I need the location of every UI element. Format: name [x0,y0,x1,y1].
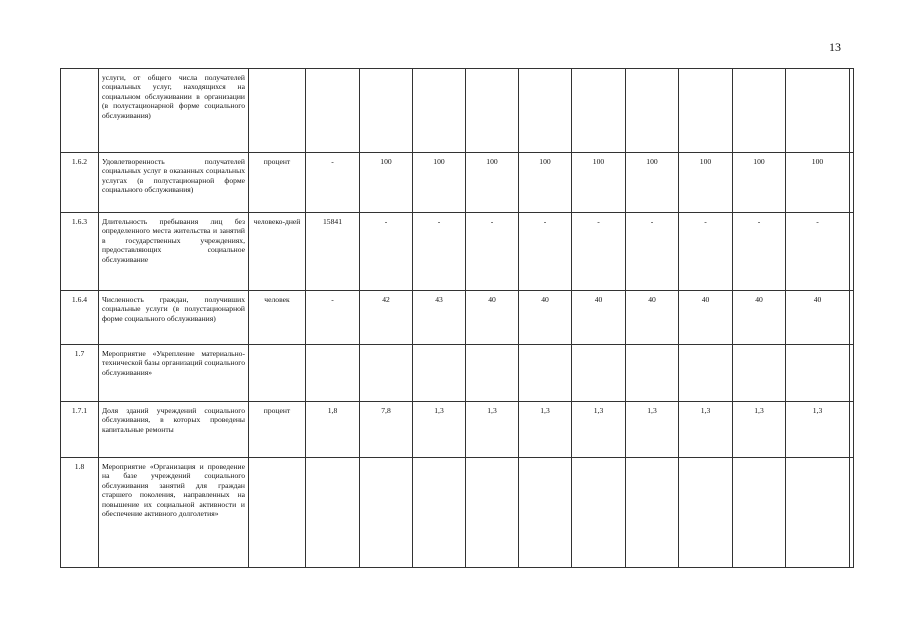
empty-cell [850,402,854,458]
table-row [61,153,854,213]
table-row [61,69,854,153]
item-number-cell: 1.6.4 [61,291,99,345]
value-cell: 42 [360,291,413,345]
value-cell: - [679,213,733,291]
value-cell: - [306,153,360,213]
value-cell: 1,3 [413,402,466,458]
unit-cell [249,345,306,402]
unit-cell [249,69,306,153]
value-cell: - [626,213,679,291]
value-cell: 1,3 [626,402,679,458]
empty-cell [850,153,854,213]
value-cell [360,69,413,153]
value-cell: 100 [626,153,679,213]
table-row [61,402,854,458]
value-cell [679,69,733,153]
value-cell [413,345,466,402]
value-cell: 100 [733,153,786,213]
value-cell [733,458,786,568]
value-cell: 40 [572,291,626,345]
value-cell: - [733,213,786,291]
value-cell [466,69,519,153]
indicator-description-cell: Численность граждан, получивших социальные услуги (в полустационарной форме социального обслуживания) [99,291,249,345]
value-cell [466,458,519,568]
item-number-cell [61,69,99,153]
value-cell: 1,8 [306,402,360,458]
unit-cell: процент [249,402,306,458]
value-cell [572,458,626,568]
value-cell: 15841 [306,213,360,291]
value-cell: 100 [360,153,413,213]
value-cell [626,345,679,402]
value-cell: 40 [466,291,519,345]
value-cell: 40 [679,291,733,345]
value-cell: 40 [519,291,572,345]
unit-cell: человек [249,291,306,345]
value-cell [679,458,733,568]
value-cell [626,458,679,568]
value-cell: - [572,213,626,291]
value-cell [786,458,850,568]
indicators-table [60,68,854,568]
value-cell [572,69,626,153]
value-cell: 100 [786,153,850,213]
table-row [61,291,854,345]
value-cell [572,345,626,402]
value-cell: - [360,213,413,291]
indicator-description-cell: Мероприятие «Организация и проведение на базе учреждений социального обслуживания занятий для граждан старшего поколения, направленных на повышение их социальной активности и обеспечение активного долголетия» [99,458,249,568]
value-cell: - [786,213,850,291]
indicator-description-cell: Мероприятие «Укрепление материально-технической базы организаций социального обслуживания» [99,345,249,402]
value-cell [786,69,850,153]
empty-cell [850,345,854,402]
value-cell [519,345,572,402]
table-row [61,213,854,291]
table-body [61,69,854,568]
item-number-cell: 1.6.3 [61,213,99,291]
value-cell: 40 [786,291,850,345]
indicator-description-cell: Доля зданий учреждений социального обслуживания, в которых проведены капитальные ремонты [99,402,249,458]
value-cell [413,69,466,153]
table-row [61,345,854,402]
value-cell [519,458,572,568]
value-cell [786,345,850,402]
value-cell: 1,3 [519,402,572,458]
empty-cell [850,213,854,291]
value-cell: 100 [413,153,466,213]
value-cell [306,458,360,568]
value-cell: - [413,213,466,291]
item-number-cell: 1.8 [61,458,99,568]
value-cell: - [519,213,572,291]
item-number-cell: 1.7.1 [61,402,99,458]
value-cell [626,69,679,153]
value-cell: 100 [519,153,572,213]
value-cell [360,458,413,568]
empty-cell [850,458,854,568]
value-cell: 43 [413,291,466,345]
unit-cell: процент [249,153,306,213]
unit-cell: человеко-дней [249,213,306,291]
value-cell: 1,3 [572,402,626,458]
value-cell [519,69,572,153]
value-cell: 100 [466,153,519,213]
value-cell [733,69,786,153]
value-cell [413,458,466,568]
value-cell: 1,3 [466,402,519,458]
empty-cell [850,291,854,345]
value-cell [466,345,519,402]
value-cell: - [306,291,360,345]
value-cell: 40 [626,291,679,345]
indicator-description-cell: услуги, от общего числа получателей социальных услуг, находящихся на социальном обслуживании в организации (в полустационарной форме социального обслуживания) [99,69,249,153]
value-cell: 1,3 [733,402,786,458]
indicator-description-cell: Удовлетворенность получателей социальных услуг в оказанных социальных услугах (в полустационарной форме социального обслуживания) [99,153,249,213]
value-cell: 1,3 [679,402,733,458]
value-cell: 1,3 [786,402,850,458]
empty-cell [850,69,854,153]
value-cell: 100 [572,153,626,213]
unit-cell [249,458,306,568]
item-number-cell: 1.6.2 [61,153,99,213]
item-number-cell: 1.7 [61,345,99,402]
value-cell [360,345,413,402]
value-cell [733,345,786,402]
value-cell: 40 [733,291,786,345]
value-cell [306,345,360,402]
value-cell [679,345,733,402]
table-row [61,458,854,568]
value-cell: 7,8 [360,402,413,458]
value-cell: 100 [679,153,733,213]
indicator-description-cell: Длительность пребывания лиц без определенного места жительства и занятий в государственных учреждениях, предоставляющих социальное обслуживание [99,213,249,291]
page-number: 13 [829,40,841,54]
value-cell [306,69,360,153]
value-cell: - [466,213,519,291]
